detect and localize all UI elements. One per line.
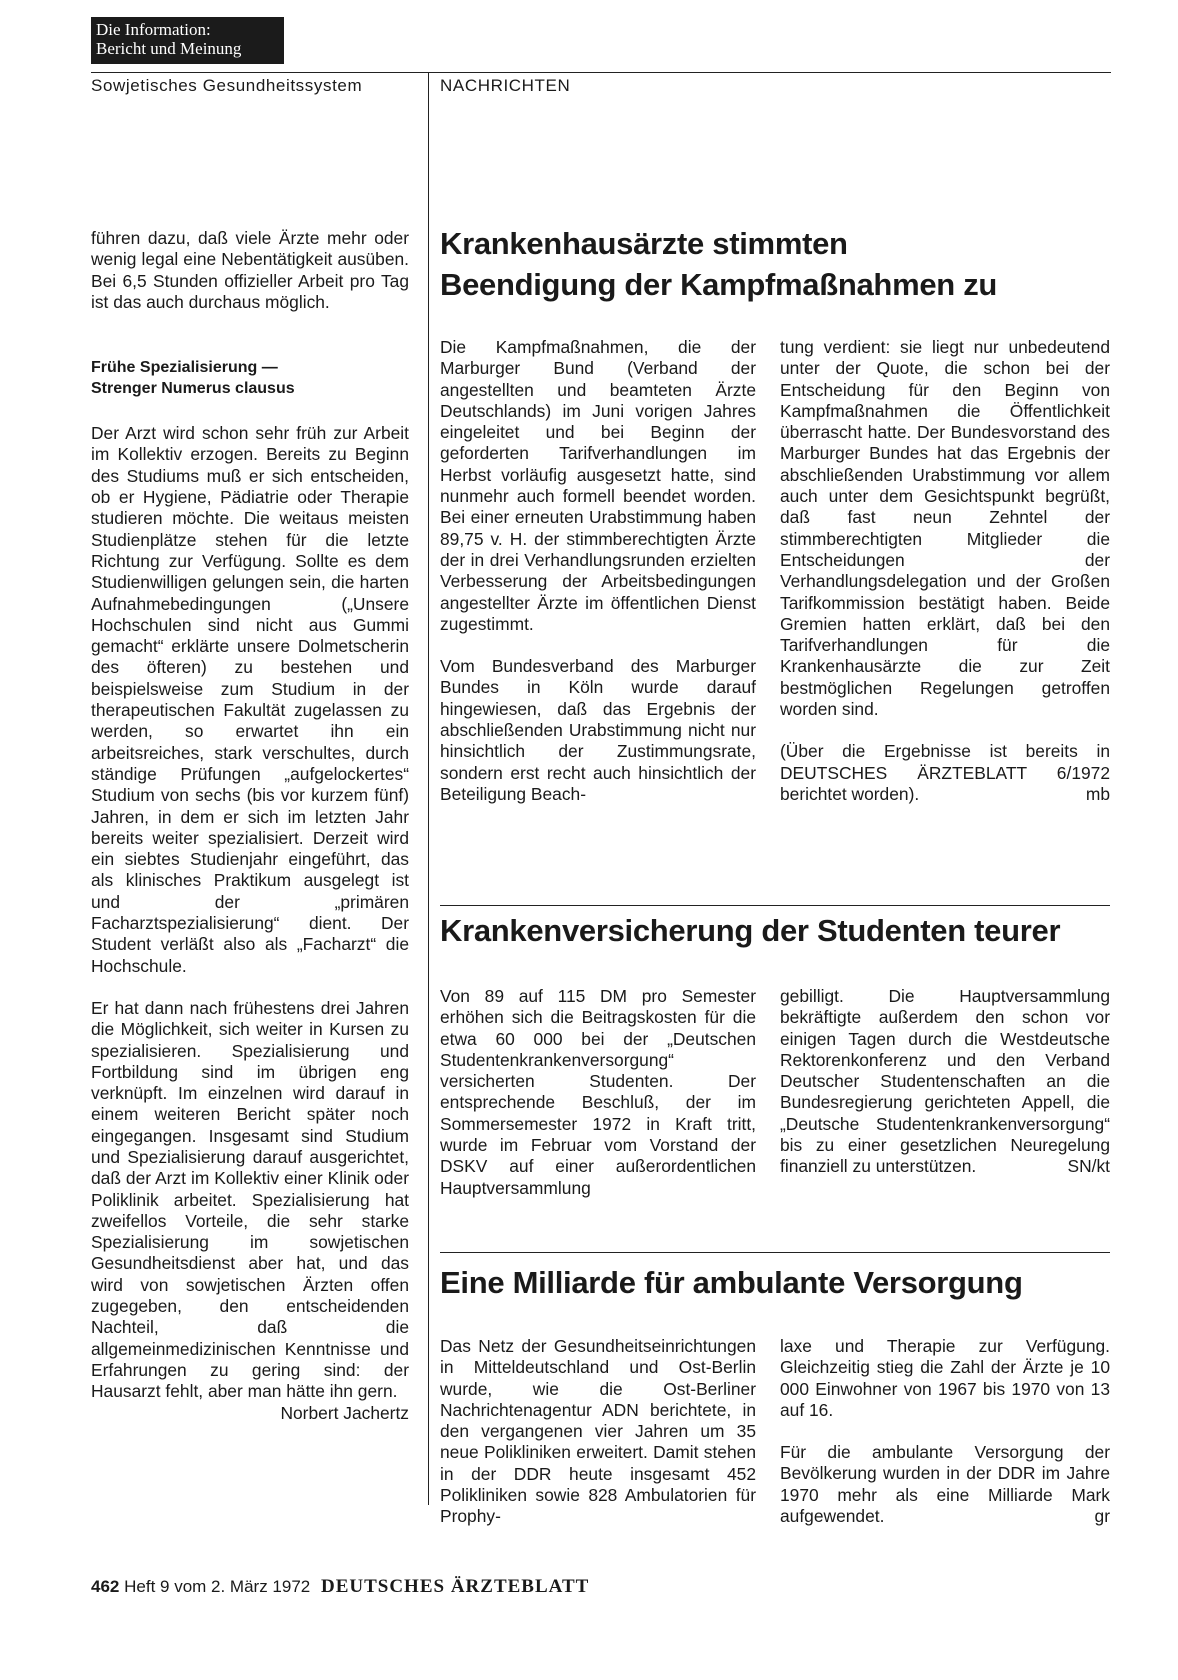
- header-rule: [91, 72, 1111, 73]
- article1-col1-p2: Vom Bundesverband des Marburger Bundes in Köln wurde darauf hingewiesen, daß das Ergebnis der abschließenden Urabstimmung nicht nur hinsichtlich der Zustimmungsrate, sondern erst recht auch hinsichtlich der Beteiligung Beach-: [440, 656, 756, 804]
- article2-col2: [780, 986, 1110, 1178]
- left-subheading-line-2: Strenger Numerus clausus: [91, 380, 295, 398]
- article3-signature: gr: [1094, 1506, 1110, 1527]
- badge-line-1: Die Information:: [96, 20, 211, 39]
- article1-column-2: [780, 337, 1110, 805]
- article2-col1: Von 89 auf 115 DM pro Semester erhöhen sich die Beitragskosten für die etwa 60 000 bei der „Deutschen Studentenkrankenversorgung“ versicherten Studenten. Der entsprechende Beschluß, der im Sommersemester 1972 in Kraft tritt, wurde im Februar vom Vorstand der DSKV auf einer außerordentlichen Hauptversammlung: [440, 986, 756, 1198]
- page-footer: [91, 1576, 589, 1598]
- left-intro: führen dazu, daß viele Ärzte mehr oder wenig legal eine Nebentätigkeit ausüben. Bei 6,5 Stunden offizieller Arbeit pro Tag ist das auch durchaus möglich.: [91, 228, 409, 312]
- column-divider: [428, 73, 429, 1505]
- article3-col1: Das Netz der Gesundheitseinrichtungen in Mitteldeutschland und Ost-Berlin wurde, wie die Ost-Berliner Nachrichtenagentur ADN berichtete, in den vergangenen vier Jahren um 35 neue Polikliniken erweitert. Damit stehen in der DDR heute insgesamt 452 Polikliniken sowie 828 Ambulatorien für Prophy-: [440, 1336, 756, 1527]
- left-paragraph-2-text: Er hat dann nach frühestens drei Jahren die Möglichkeit, sich weiter in Kursen zu spezialisieren. Spezialisierung und Fortbildung sind im übrigen eng verknüpft. Im einzelnen wird darauf in einem weiteren Bericht später noch eingegangen. Insgesamt sind Studium und Spezialisierung darauf ausgerichtet, daß der Arzt im Kollektiv einer Klinik oder Poliklinik arbeitet. Spezialisierung hat zweifellos Vorteile, die sehr starke Spezialisierung im sowjetischen Gesundheitsdienst aber hat, und das wird von sowjetischen Ärzten offen zugegeben, den entscheidenden Nachteil, daß die allgemeinmedizinischen Kenntnisse und Erfahrungen zu gering sind: der Hausarzt fehlt, aber man hätte ihn gern.: [91, 997, 409, 1402]
- left-paragraph-2: [91, 997, 409, 1423]
- rubric-left: Sowjetisches Gesundheitssystem: [91, 76, 363, 95]
- left-author: Norbert Jachertz: [280, 1402, 409, 1423]
- article3-col2-p2: [780, 1442, 1110, 1527]
- article1-headline-line-2: Beendigung der Kampfmaßnahmen zu: [440, 267, 998, 302]
- masthead: DEUTSCHES ÄRZTEBLATT: [320, 1576, 590, 1597]
- article2-column-1: [440, 986, 756, 1199]
- article2-rule: [440, 905, 1110, 906]
- article1-col2-p2: [780, 741, 1110, 805]
- article1-col2-p1: tung verdient: sie liegt nur unbedeutend unter der Quote, die schon bei der Entscheidung für den Beginn von Kampfmaßnahmen die Öffentlichkeit überrascht hatte. Der Bundesvorstand des Marburger Bundes hat das Ergebnis der abschließenden Urabstimmung vor allem auch unter dem Gesichtspunkt begrüßt, daß fast neun Zehntel der stimmberechtigten Mitglieder die Entscheidungen der Verhandlungsdelegation und der Großen Tarifkommission bestätigt haben. Beide Gremien hatten erklärt, daß bei den Tarifverhandlungen für die Krankenhausärzte die zur Zeit bestmöglichen Regelungen getroffen worden sind.: [780, 337, 1110, 720]
- article2-column-2: [780, 986, 1110, 1178]
- section-badge: [91, 17, 284, 64]
- article3-rule: [440, 1252, 1110, 1253]
- rubric-right: NACHRICHTEN: [440, 76, 571, 95]
- article1-col1-p1: Die Kampfmaßnahmen, die der Marburger Bund (Verband der angestellten und beamteten Ärzte Deutschlands) im Juni vorigen Jahres eingeleitet und bei Beginn der geforderten Tarifverhandlungen im Herbst vorläufig ausgesetzt hatte, sind nunmehr auch formell beendet worden. Bei einer erneuten Urabstimmung haben 89,75 v. H. der stimmberechtigten Ärzte der in drei Verhandlungsrunden erzielten Verbesserung der Arbeitsbedingungen angestellter Ärzte im öffentlichen Dienst zugestimmt.: [440, 337, 756, 634]
- left-paragraph-1: Der Arzt wird schon sehr früh zur Arbeit im Kollektiv erzogen. Bereits zu Beginn des Studiums muß er sich entscheiden, ob er Hygiene, Pädiatrie oder Therapie studieren möchte. Die weitaus meisten Studienplätze stehen für die letzte Richtung zur Verfügung. Sollte es dem Studienwilligen gelungen sein, die harten Aufnahmebedingungen („Unsere Hochschulen sind nicht aus Gummi gemacht“ erklärte unsere Dolmetscherin des öfteren) zu bestehen und beispielsweise zum Studium in der therapeutischen Fakultät zugelassen zu werden, so erwartet ihn ein arbeitsreiches, stark verschultes, durch ständige Prüfungen „aufgelockertes“ Studium von sechs (bis vor kurzem fünf) Jahren, in dem er sich im letzten Jahr bereits weiter spezialisiert. Derzeit wird ein siebtes Studienjahr eingeführt, das als klinisches Praktikum ausgelegt ist und der „primären Facharztspezialisierung“ dient. Der Student verläßt also als „Facharzt“ die Hochschule.: [91, 423, 409, 976]
- article2-signature: SN/kt: [1067, 1156, 1110, 1177]
- article3-col2-p1: laxe und Therapie zur Verfügung. Gleichzeitig stieg die Zahl der Ärzte je 10 000 Einwohner von 1967 bis 1970 von 13 auf 16.: [780, 1336, 1110, 1420]
- article1-headline-line-1: Krankenhausärzte stimmten: [440, 226, 848, 261]
- left-column: [91, 228, 409, 1424]
- article3-column-1: [440, 1336, 756, 1528]
- article1-column-1: [440, 337, 756, 805]
- article3-headline: Eine Milliarde für ambulante Versorgung: [440, 1265, 1023, 1300]
- left-subheading: [91, 357, 409, 399]
- article1-signature: mb: [1085, 783, 1110, 804]
- article1-col2-p2-text: (Über die Ergebnisse ist bereits in DEUTSCHES ÄRZTEBLATT 6/1972 berichtet worden).: [780, 741, 1110, 804]
- badge-line-2: Bericht und Meinung: [96, 39, 242, 58]
- article2-col2-text: gebilligt. Die Hauptversammlung bekräftigte außerdem den schon vor einigen Tagen durch die Westdeutsche Rektorenkonferenz und den Verband Deutscher Studentenschaften an die Bundesregierung gerichteten Appell, die „Deutsche Studentenkrankenversorgung“ bis zu einer gesetzlichen Neuregelung finanziell zu unterstützen.: [780, 986, 1110, 1177]
- left-subheading-line-1: Frühe Spezialisierung —: [91, 359, 278, 377]
- article3-col2-p2-text: Für die ambulante Versorgung der Bevölkerung wurden in der DDR im Jahre 1970 mehr als eine Milliarde Mark aufgewendet.: [780, 1442, 1110, 1527]
- article1-headline: [440, 223, 997, 305]
- article3-column-2: [780, 1336, 1110, 1527]
- issue-info: Heft 9 vom 2. März 1972: [124, 1577, 311, 1596]
- page-number: 462: [91, 1577, 120, 1596]
- article2-headline: Krankenversicherung der Studenten teurer: [440, 913, 1061, 948]
